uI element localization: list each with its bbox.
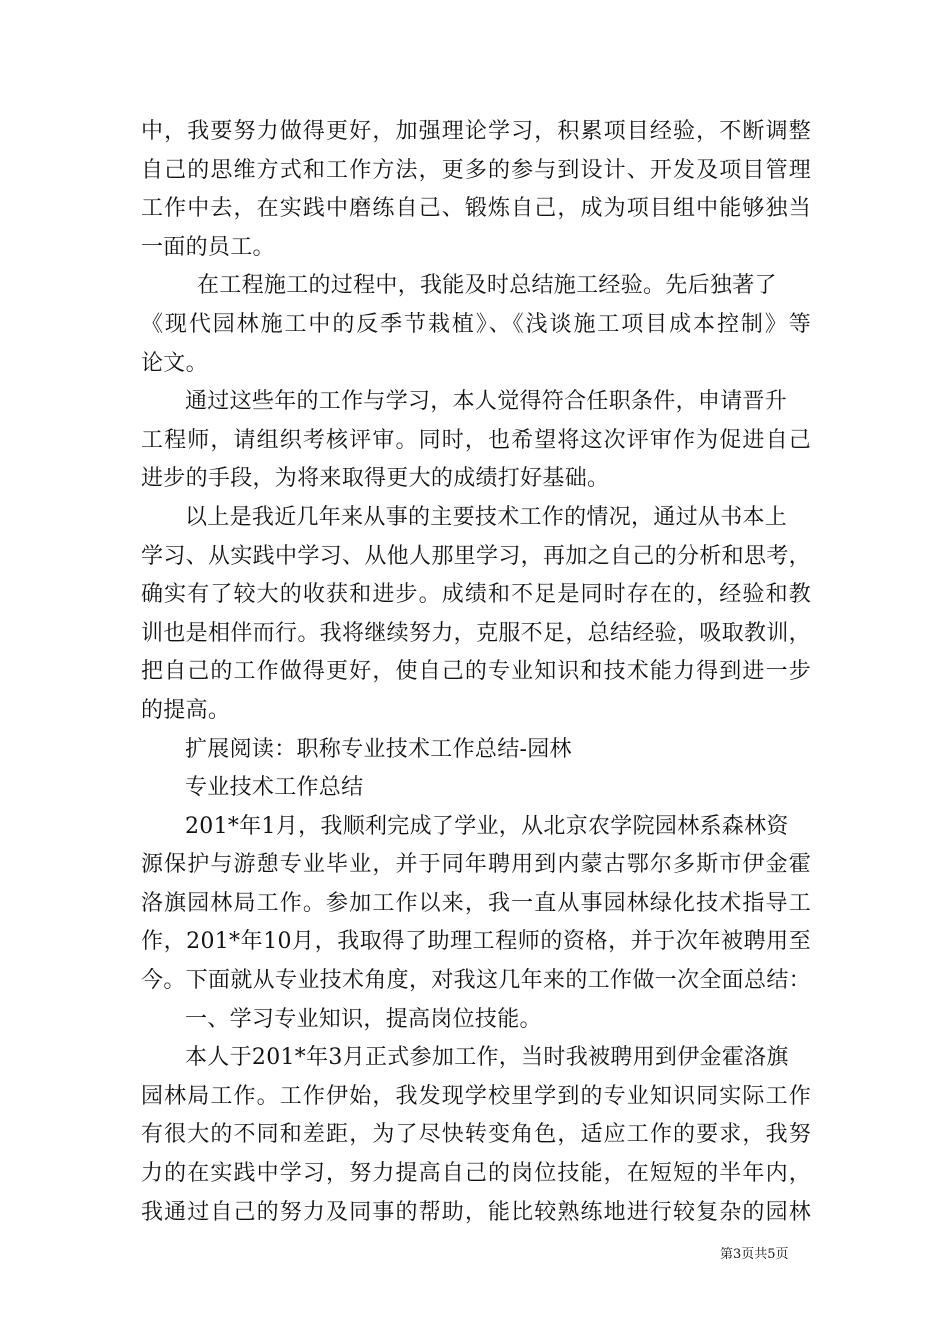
text-line: 以上是我近几年来从事的主要技术工作的情况，通过从书本上 [185, 504, 788, 530]
text-line: 今。下面就从专业技术角度，对我这几年来的工作做一次全面总结： [141, 968, 811, 994]
text-line: 确实有了较大的收获和进步。成绩和不足是同时存在的，经验和教 [141, 582, 811, 608]
text-line: 论文。 [141, 350, 208, 376]
text-line: 的提高。 [141, 697, 231, 723]
text-line: 自己的思维方式和工作方法，更多的参与到设计、开发及项目管理 [141, 157, 811, 183]
text-line: 园林局工作。工作伊始，我发现学校里学到的专业知识同实际工作 [141, 1083, 811, 1109]
text-line: 通过这些年的工作与学习，本人觉得符合任职条件，申请晋升 [185, 389, 788, 415]
subsection-heading: 一、学习专业知识，提高岗位技能。 [185, 1006, 542, 1032]
text-line: 中，我要努力做得更好，加强理论学习，积累项目经验，不断调整 [141, 119, 811, 144]
text-line: 洛旗园林局工作。参加工作以来，我一直从事园林绿化技术指导工 [141, 890, 811, 916]
text-line: 有很大的不同和差距，为了尽快转变角色，适应工作的要求，我努 [141, 1122, 811, 1148]
section-title: 专业技术工作总结 [185, 775, 364, 801]
text-line: 训也是相伴而行。我将继续努力，克服不足，总结经验，吸取教训， [141, 620, 811, 646]
text-line: 学习、从实践中学习、从他人那里学习，再加之自己的分析和思考， [141, 543, 811, 569]
text-line: 我通过自己的努力及同事的帮助，能比较熟练地进行较复杂的园林 [141, 1199, 811, 1225]
document-body [141, 113, 811, 1232]
text-line: 力的在实践中学习，努力提高自己的岗位技能，在短短的半年内， [141, 1161, 811, 1187]
section-link-heading: 扩展阅读：职称专业技术工作总结-园林 [185, 736, 572, 762]
text-line: 源保护与游憩专业毕业，并于同年聘用到内蒙古鄂尔多斯市伊金霍 [141, 852, 811, 878]
text-line: 《现代园林施工中的反季节栽植》、《浅谈施工项目成本控制》等 [141, 311, 811, 337]
text-line: 作，201*年10月，我取得了助理工程师的资格，并于次年被聘用至 [141, 929, 811, 955]
text-line: 一面的员工。 [141, 234, 275, 260]
text-line: 工程师，请组织考核评审。同时，也希望将这次评审作为促进自己 [141, 427, 811, 453]
text-line: 本人于201*年3月正式参加工作，当时我被聘用到伊金霍洛旗 [185, 1045, 789, 1071]
text-line: 201*年1月，我顺利完成了学业，从北京农学院园林系森林资 [185, 813, 789, 839]
text-line: 进步的手段，为将来取得更大的成绩打好基础。 [141, 466, 610, 492]
text-line: 把自己的工作做得更好，使自己的专业知识和技术能力得到进一步 [141, 659, 811, 685]
text-line: 工作中去，在实践中磨练自己、锻炼自己，成为项目组中能够独当 [141, 196, 811, 222]
page-number: 第3页共5页 [720, 1247, 789, 1262]
text-line: 在工程施工的过程中，我能及时总结施工经验。先后独著了 [197, 273, 777, 299]
